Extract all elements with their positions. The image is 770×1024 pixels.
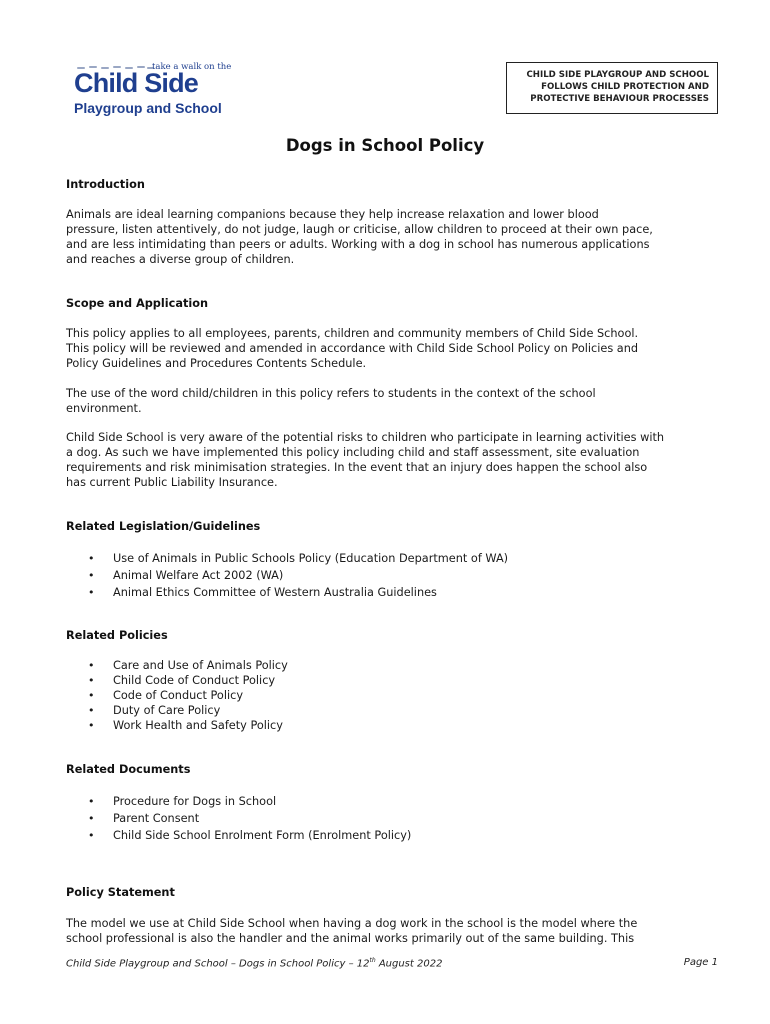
heading-scope: Scope and Application — [66, 297, 209, 310]
notice-line: PROTECTIVE BEHAVIOUR PROCESSES — [530, 94, 709, 104]
logo-tagline: take a walk on the — [152, 62, 232, 72]
logo-brand: Child Side — [74, 68, 199, 98]
documents-list — [66, 793, 411, 844]
text-line: and are less intimidating than peers or adults. Working with a dog in school has numerous applications — [66, 238, 650, 251]
legislation-list — [66, 550, 508, 601]
school-logo — [72, 58, 232, 118]
text-line: The use of the word child/children in this policy refers to students in the context of the school — [66, 387, 596, 400]
text-line: a dog. As such we have implemented this policy including child and staff assessment, site evaluation — [66, 446, 640, 459]
introduction-paragraph — [66, 207, 726, 267]
notice-line: FOLLOWS CHILD PROTECTION AND — [541, 82, 709, 92]
text-line: school professional is also the handler and the animal works primarily out of the same building. This — [66, 932, 635, 945]
text-line: and reaches a diverse group of children. — [66, 253, 295, 266]
heading-introduction: Introduction — [66, 178, 145, 191]
notice-line: CHILD SIDE PLAYGROUP AND SCHOOL — [526, 70, 709, 80]
list-item: • Parent Consent — [66, 810, 411, 827]
list-item: • Animal Ethics Committee of Western Australia Guidelines — [66, 584, 508, 601]
text-line: requirements and risk minimisation strategies. In the event that an injury does happen the school also — [66, 461, 648, 474]
text-line: Animals are ideal learning companions because they help increase relaxation and lower blood — [66, 208, 599, 221]
scope-paragraph-1 — [66, 326, 726, 371]
logo-subtitle: Playgroup and School — [74, 100, 222, 116]
list-item: • Code of Conduct Policy — [66, 688, 288, 703]
footer-document-info: Child Side Playgroup and School – Dogs in School Policy – 12th August 2022 — [66, 957, 443, 970]
text-line: pressure, listen attentively, do not judge, laugh or criticise, allow children to proceed at their own pace, — [66, 223, 653, 236]
policies-list — [66, 658, 288, 733]
list-item: • Child Code of Conduct Policy — [66, 673, 288, 688]
text-line: Policy Guidelines and Procedures Contents Schedule. — [66, 357, 367, 370]
child-protection-notice — [506, 62, 718, 114]
list-item: • Work Health and Safety Policy — [66, 718, 288, 733]
page-title: Dogs in School Policy — [285, 136, 485, 155]
text-line: This policy will be reviewed and amended in accordance with Child Side School Policy on Policies and — [66, 342, 639, 355]
text-line: The model we use at Child Side School when having a dog work in the school is the model where the — [66, 917, 638, 930]
list-item: • Duty of Care Policy — [66, 703, 288, 718]
heading-legislation: Related Legislation/Guidelines — [66, 520, 261, 533]
heading-related-policies: Related Policies — [66, 629, 168, 642]
policy-statement-paragraph — [66, 916, 726, 946]
text-line: Child Side School is very aware of the potential risks to children who participate in learning activities with — [66, 431, 665, 444]
scope-paragraph-2 — [66, 386, 726, 416]
list-item: • Use of Animals in Public Schools Policy (Education Department of WA) — [66, 550, 508, 567]
scope-paragraph-3 — [66, 430, 726, 490]
heading-related-documents: Related Documents — [66, 763, 191, 776]
page-number: Page 1 — [683, 957, 718, 968]
list-item: • Care and Use of Animals Policy — [66, 658, 288, 673]
text-line: has current Public Liability Insurance. — [66, 476, 278, 489]
text-line: This policy applies to all employees, parents, children and community members of Child Side School. — [66, 327, 639, 340]
text-line: environment. — [66, 402, 142, 415]
list-item: • Animal Welfare Act 2002 (WA) — [66, 567, 508, 584]
heading-policy-statement: Policy Statement — [66, 886, 175, 899]
list-item: • Procedure for Dogs in School — [66, 793, 411, 810]
list-item: • Child Side School Enrolment Form (Enrolment Policy) — [66, 827, 411, 844]
